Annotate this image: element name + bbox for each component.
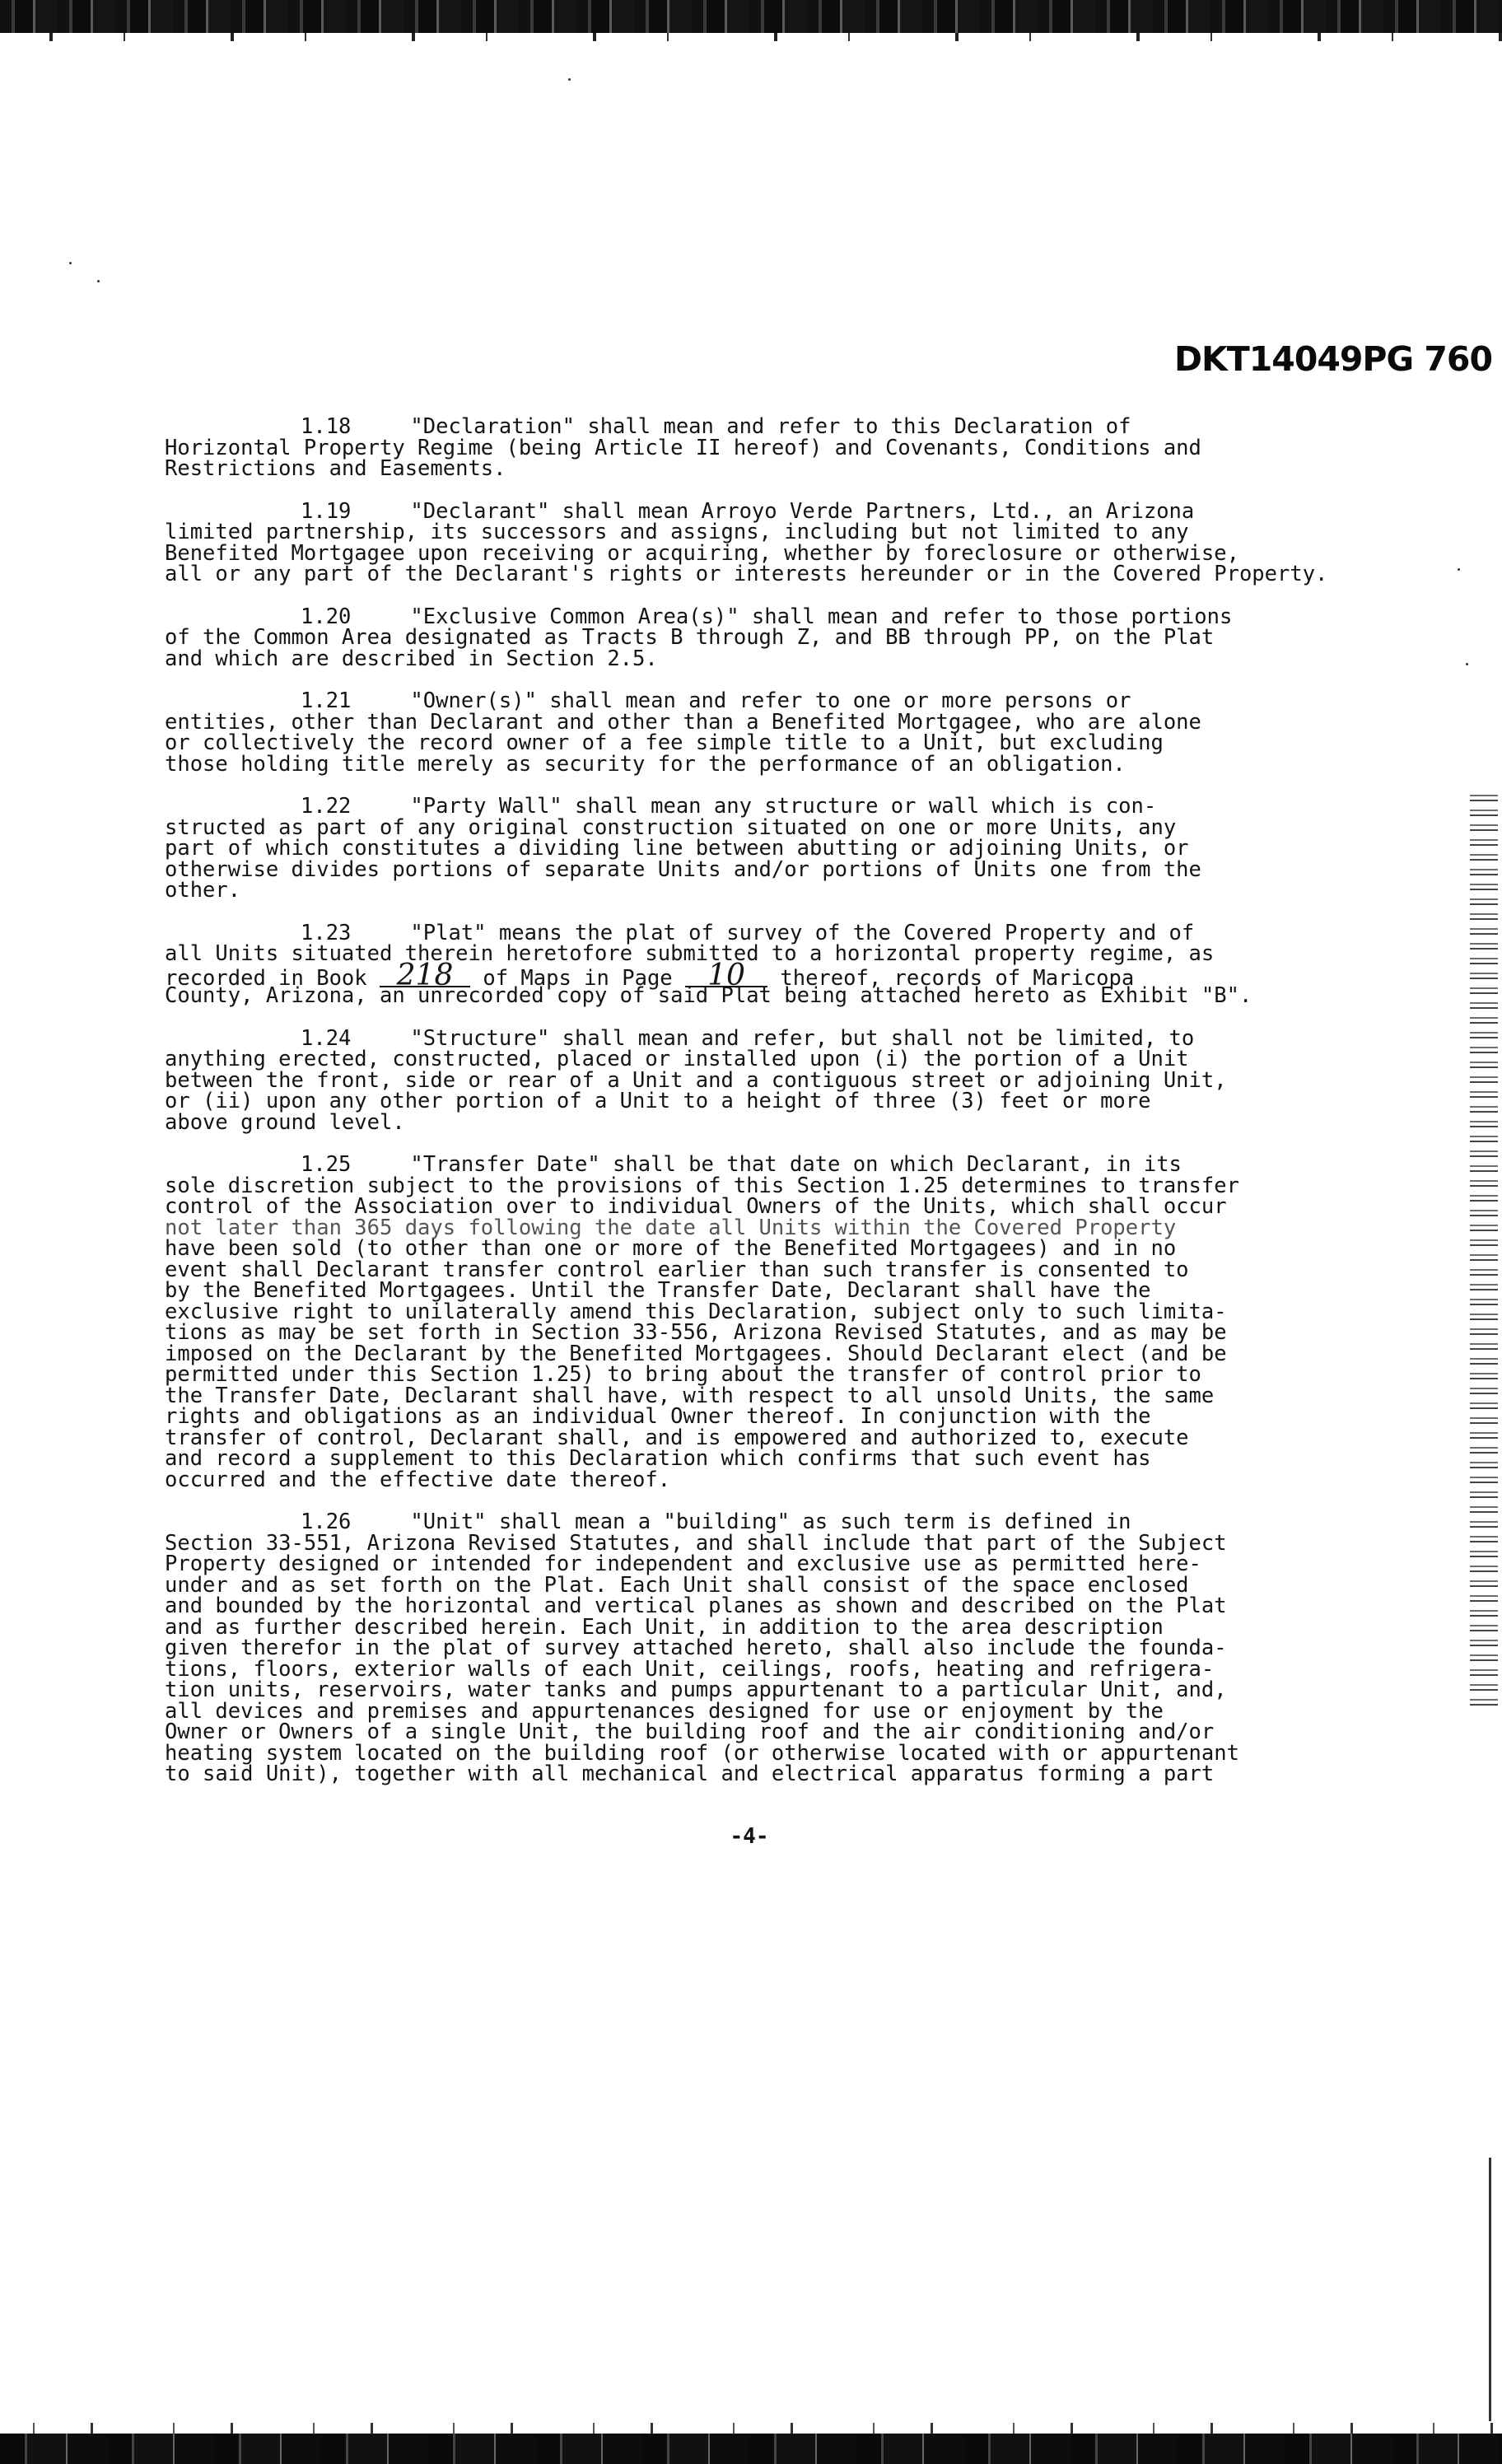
paragraph-line: tion units, reservoirs, water tanks and pumps appurtenant to a particular Unit, and, bbox=[165, 1678, 1227, 1702]
section-number: 1.24 bbox=[301, 1025, 352, 1051]
paragraph-line: transfer of control, Declarant shall, and is empowered and authorized to, execute bbox=[165, 1425, 1189, 1450]
section-1-24 bbox=[165, 1025, 1433, 1135]
section-1-20 bbox=[165, 604, 1433, 671]
paragraph-line: imposed on the Declarant by the Benefited Mortgagees. Should Declarant elect (and be bbox=[165, 1341, 1227, 1366]
paragraph-line bbox=[165, 414, 1433, 439]
scan-speck bbox=[1466, 663, 1468, 665]
document-body bbox=[165, 414, 1433, 1807]
paragraph-text: "Structure" shall mean and refer, but shall not be limited, to bbox=[410, 1025, 1195, 1051]
paragraph-line: those holding title merely as security for the performance of an obligation. bbox=[165, 751, 1126, 777]
scan-line-right bbox=[1489, 2158, 1491, 2421]
paragraph-line: structed as part of any original construction situated on one or more Units, any bbox=[165, 814, 1177, 840]
section-number: 1.22 bbox=[301, 794, 352, 819]
paragraph-line: entities, other than Declarant and other than a Benefited Mortgagee, who are alone bbox=[165, 709, 1201, 735]
docket-book-page-reference: DKT14049PG 760 bbox=[1174, 339, 1492, 379]
paragraph-line: have been sold (to other than one or more of the Benefited Mortgagees) and in no bbox=[165, 1236, 1177, 1261]
paragraph-line bbox=[165, 796, 1433, 818]
paragraph-line: other. bbox=[165, 878, 241, 903]
paragraph-line: above ground level. bbox=[165, 1109, 405, 1135]
paragraph-line: Horizontal Property Regime (being Article II hereof) and Covenants, Conditions and bbox=[165, 435, 1201, 460]
section-1-19 bbox=[165, 498, 1433, 586]
paragraph-line: permitted under this Section 1.25) to bring about the transfer of control prior to bbox=[165, 1362, 1201, 1387]
paragraph-line: and which are described in Section 2.5. bbox=[165, 646, 658, 671]
section-1-26 bbox=[165, 1512, 1433, 1785]
paragraph-line: all devices and premises and appurtenances designed for use or enjoyment by the bbox=[165, 1698, 1164, 1724]
paragraph-line bbox=[165, 1152, 1433, 1177]
paragraph-line: Section 33-551, Arizona Revised Statutes, and shall include that part of the Subject bbox=[165, 1530, 1227, 1556]
page-number: -4- bbox=[730, 1824, 769, 1849]
paragraph-line: to said Unit), together with all mechanical and electrical apparatus forming a part bbox=[165, 1762, 1215, 1786]
paragraph-text: "Owner(s)" shall mean and refer to one or more persons or bbox=[410, 688, 1131, 713]
paragraph-text: of Maps in Page bbox=[483, 965, 673, 991]
scan-noise-top bbox=[0, 33, 1502, 41]
paragraph-text: "Declarant" shall mean Arroyo Verde Partners, Ltd., an Arizona bbox=[410, 498, 1195, 524]
scan-noise-right-edge bbox=[1470, 791, 1498, 1713]
paragraph-line: by the Benefited Mortgagees. Until the Transfer Date, Declarant shall have the bbox=[165, 1278, 1151, 1303]
paragraph-line: control of the Association over to individual Owners of the Units, which shall occur bbox=[165, 1194, 1227, 1219]
paragraph-line: and record a supplement to this Declaration which confirms that such event has bbox=[165, 1446, 1151, 1471]
paragraph-line: between the front, side or rear of a Unit and a contiguous street or adjoining Unit, bbox=[165, 1067, 1227, 1093]
paragraph-text: recorded in Book bbox=[165, 965, 367, 991]
scan-border-bottom bbox=[0, 2434, 1502, 2464]
paragraph-line: and as further described herein. Each Unit, in addition to the area description bbox=[165, 1614, 1164, 1640]
paragraph-line: under and as set forth on the Plat. Each Unit shall consist of the space enclosed bbox=[165, 1572, 1189, 1598]
paragraph-line: exclusive right to unilaterally amend this Declaration, subject only to such limita- bbox=[165, 1299, 1227, 1324]
paragraph-line: not later than 365 days following the date all Units within the Covered Property bbox=[165, 1215, 1177, 1240]
handwritten-book-number: 218 bbox=[380, 965, 470, 987]
paragraph-line: tions, floors, exterior walls of each Unit, ceilings, roofs, heating and refrigera- bbox=[165, 1656, 1215, 1682]
paragraph-line: Restrictions and Easements. bbox=[165, 456, 506, 481]
paragraph-text: "Party Wall" shall mean any structure or wall which is con- bbox=[410, 794, 1157, 819]
paragraph-line: and bounded by the horizontal and vertical planes as shown and described on the Plat bbox=[165, 1594, 1227, 1618]
paragraph-line: rights and obligations as an individual Owner thereof. In conjunction with the bbox=[165, 1404, 1151, 1429]
paragraph-line: limited partnership, its successors and assigns, including but not limited to any bbox=[165, 520, 1189, 544]
paragraph-line: otherwise divides portions of separate Units and/or portions of Units one from the bbox=[165, 856, 1201, 882]
paragraph-line: County, Arizona, an unrecorded copy of said Plat being attached hereto as Exhibit "B". bbox=[165, 983, 1252, 1008]
paragraph-line: or collectively the record owner of a fee simple title to a Unit, but excluding bbox=[165, 730, 1164, 755]
section-number: 1.20 bbox=[301, 604, 352, 629]
paragraph-line: given therefor in the plat of survey attached hereto, shall also include the founda- bbox=[165, 1636, 1227, 1660]
paragraph-text: "Plat" means the plat of survey of the Covered Property and of bbox=[410, 920, 1195, 945]
scan-border-top bbox=[0, 0, 1502, 33]
scan-speck bbox=[69, 262, 72, 264]
paragraph-text: thereof, records of Maricopa bbox=[780, 965, 1135, 991]
section-number: 1.23 bbox=[301, 920, 352, 945]
section-number: 1.25 bbox=[301, 1152, 352, 1177]
handwritten-page-number: 10 bbox=[685, 965, 767, 987]
section-1-21 bbox=[165, 688, 1433, 777]
scan-speck bbox=[1458, 568, 1460, 571]
section-1-22 bbox=[165, 796, 1433, 902]
paragraph-line bbox=[165, 688, 1433, 713]
paragraph-text: "Declaration" shall mean and refer to this Declaration of bbox=[410, 414, 1131, 439]
section-number: 1.18 bbox=[301, 414, 352, 439]
paragraph-line: the Transfer Date, Declarant shall have, with respect to all unsold Units, the same bbox=[165, 1383, 1215, 1408]
paragraph-line: occurred and the effective date thereof. bbox=[165, 1467, 671, 1492]
paragraph-line: heating system located on the building roof (or otherwise located with or appurtenant bbox=[165, 1740, 1239, 1766]
scan-noise-bottom bbox=[0, 2423, 1502, 2434]
section-number: 1.21 bbox=[301, 688, 352, 713]
paragraph-line: all Units situated therein heretofore submitted to a horizontal property regime, as bbox=[165, 941, 1215, 966]
paragraph-line: or (ii) upon any other portion of a Unit to a height of three (3) feet or more bbox=[165, 1089, 1151, 1113]
paragraph-line: Owner or Owners of a single Unit, the building roof and the air conditioning and/or bbox=[165, 1720, 1215, 1744]
section-1-18 bbox=[165, 414, 1433, 481]
paragraph-text: "Transfer Date" shall be that date on which Declarant, in its bbox=[410, 1152, 1182, 1177]
section-1-25 bbox=[165, 1152, 1433, 1492]
paragraph-line: sole discretion subject to the provisions of this Section 1.25 determines to transfer bbox=[165, 1173, 1239, 1198]
paragraph-line: all or any part of the Declarant's rights or interests hereunder or in the Covered Property. bbox=[165, 562, 1328, 586]
paragraph-text: "Exclusive Common Area(s)" shall mean and refer to those portions bbox=[410, 604, 1233, 629]
paragraph-text: "Unit" shall mean a "building" as such term is defined in bbox=[410, 1510, 1131, 1534]
paragraph-line: anything erected, constructed, placed or installed upon (i) the portion of a Unit bbox=[165, 1047, 1189, 1071]
section-1-23 bbox=[165, 920, 1433, 1008]
paragraph-line: part of which constitutes a dividing line between abutting or adjoining Units, or bbox=[165, 836, 1189, 861]
scan-speck bbox=[97, 280, 100, 282]
paragraph-line: Benefited Mortgagee upon receiving or acquiring, whether by foreclosure or otherwise, bbox=[165, 540, 1239, 566]
paragraph-line: of the Common Area designated as Tracts B through Z, and BB through PP, on the Plat bbox=[165, 625, 1215, 650]
section-number: 1.19 bbox=[301, 498, 352, 524]
paragraph-line: Property designed or intended for independent and exclusive use as permitted here- bbox=[165, 1552, 1201, 1576]
scan-speck bbox=[568, 78, 571, 81]
paragraph-line bbox=[165, 1512, 1433, 1533]
paragraph-line: tions as may be set forth in Section 33-556, Arizona Revised Statutes, and as may be bbox=[165, 1320, 1227, 1345]
paragraph-line: event shall Declarant transfer control earlier than such transfer is consented to bbox=[165, 1257, 1189, 1282]
section-number: 1.26 bbox=[301, 1510, 352, 1534]
